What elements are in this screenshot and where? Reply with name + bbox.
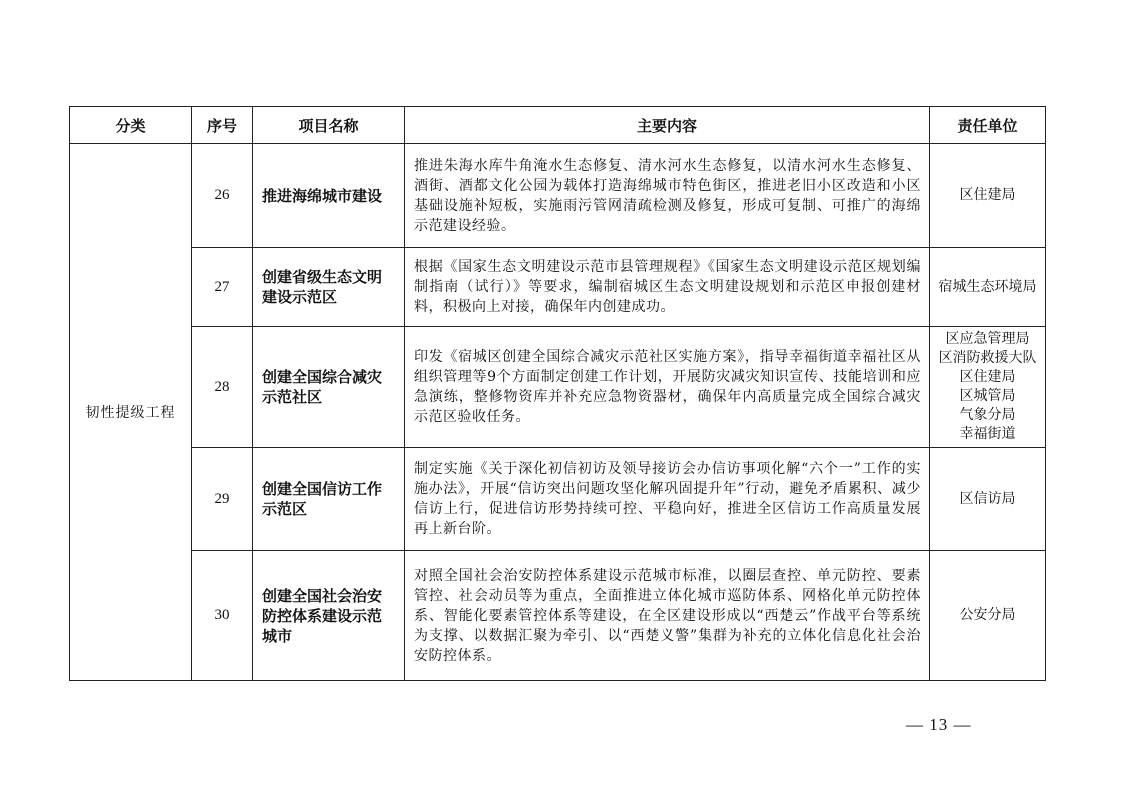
header-unit: 责任单位 [930, 107, 1046, 144]
responsible-unit [930, 144, 1046, 248]
unit-line: 宿城生态环境局 [938, 278, 1037, 295]
project-content: 推进朱海水库牛角淹水生态修复、清水河水生态修复，以清水河水生态修复、酒街、酒都文化公园为载体打造海绵城市特色街区，推进老旧小区改造和小区基础设施补短板，实施雨污管网清疏检测及修复，形成可复制、可推广的海绵示范建设经验。 [405, 144, 930, 248]
project-name: 创建省级生态文明建设示范区 [253, 248, 405, 327]
project-content: 印发《宿城区创建全国综合减灾示范社区实施方案》，指导幸福街道幸福社区从组织管理等9个方面制定创建工作计划，开展防灾减灾知识宣传、技能培训和应急演练，整修物资库并补充应急物资器材，确保年内高质量完成全国综合减灾示范区验收任务。 [405, 327, 930, 448]
project-name: 创建全国信访工作示范区 [253, 448, 405, 551]
unit-line: 区住建局 [959, 369, 1016, 385]
unit-line: 区消防救援大队 [938, 350, 1037, 366]
unit-line: 区信访局 [959, 490, 1016, 507]
project-name: 创建全国综合减灾示范社区 [253, 327, 405, 448]
header-category: 分类 [70, 107, 192, 144]
project-content: 对照全国社会治安防控体系建设示范城市标准，以圈层查控、单元防控、要素管控、社会动员等为重点，全面推进立体化城市巡防体系、网格化单元防控体系、智能化要素管控体系等建设，在全区建设形成以“西楚云”作战平台等系统为支撑、以数据汇聚为牵引、以“西楚义警”集群为补充的立体化信息化社会治安防控体系。 [405, 551, 930, 681]
row-number: 27 [192, 248, 253, 327]
table-row [70, 551, 1046, 681]
page-number: — 13 — [906, 715, 972, 734]
header-name: 项目名称 [253, 107, 405, 144]
project-table [69, 106, 1046, 681]
category-cell: 韧性提级工程 [70, 144, 192, 681]
unit-line: 区应急管理局 [945, 331, 1030, 347]
project-content: 制定实施《关于深化初信初访及领导接访会办信访事项化解“六个一”工作的实施办法》，开展“信访突出问题攻坚化解巩固提升年”行动，避免矛盾累积、减少信访上行，促进信访形势持续可控、平稳向好，推进全区信访工作高质量发展再上新台阶。 [405, 448, 930, 551]
project-name: 创建全国社会治安防控体系建设示范城市 [253, 551, 405, 681]
unit-line: 区城管局 [959, 388, 1016, 404]
unit-line: 幸福街道 [959, 426, 1016, 442]
table-row [70, 448, 1046, 551]
responsible-unit [930, 448, 1046, 551]
table-row [70, 327, 1046, 448]
row-number: 26 [192, 144, 253, 248]
unit-line: 气象分局 [959, 407, 1016, 423]
unit-line: 公安分局 [959, 607, 1016, 623]
table-row [70, 144, 1046, 248]
project-name: 推进海绵城市建设 [253, 144, 405, 248]
table-row [70, 248, 1046, 327]
responsible-unit [930, 248, 1046, 327]
row-number: 30 [192, 551, 253, 681]
project-content: 根据《国家生态文明建设示范市县管理规程》《国家生态文明建设示范区规划编制指南（试行）》等要求，编制宿城区生态文明建设规划和示范区申报创建材料，积极向上对接，确保年内创建成功。 [405, 248, 930, 327]
responsible-unit [930, 551, 1046, 681]
project-table-container [69, 106, 1045, 681]
table-header-row [70, 107, 1046, 144]
unit-line: 区住建局 [959, 187, 1016, 203]
row-number: 29 [192, 448, 253, 551]
header-number: 序号 [192, 107, 253, 144]
responsible-unit [930, 327, 1046, 448]
header-content: 主要内容 [405, 107, 930, 144]
row-number: 28 [192, 327, 253, 448]
